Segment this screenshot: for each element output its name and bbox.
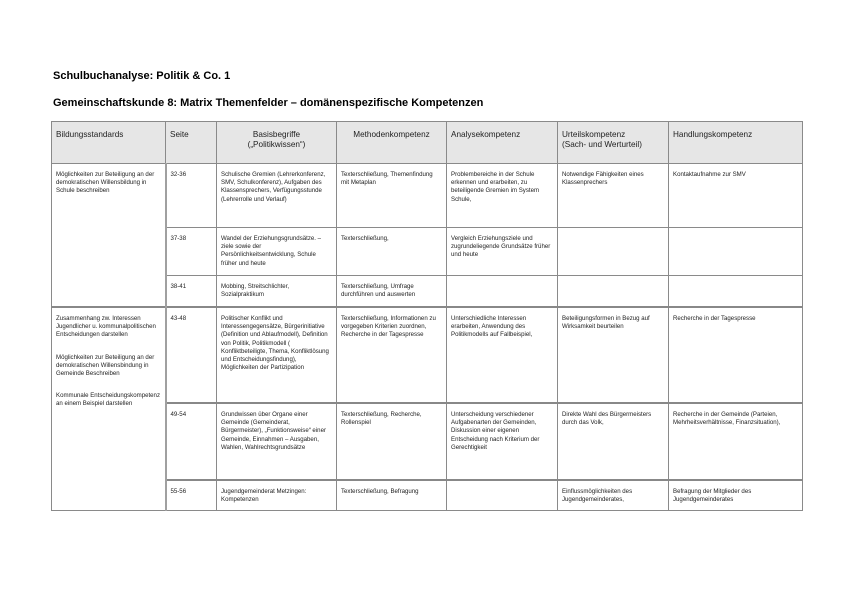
bildungsstandard-cell [52, 164, 166, 308]
urteilskompetenz-cell [558, 276, 669, 308]
methodenkompetenz-cell: Texterschließung, Befragung [337, 480, 447, 511]
basisbegriffe-cell: Jugendgemeinderat Metzingen: Kompetenzen [217, 480, 337, 511]
bildungsstandard-text: Möglichkeiten zur Beteiligung an der demokratischen Willensbindung in Gemeinde Beschreiben [56, 353, 155, 378]
handlungskompetenz-cell: Recherche in der Tagespresse [669, 307, 803, 403]
handlungskompetenz-cell: Kontaktaufnahme zur SMV [669, 164, 803, 228]
urteilskompetenz-cell: Notwendige Fähigkeiten eines Klassenprechers [558, 164, 669, 228]
bildungsstandard-cell [52, 307, 166, 511]
analysekompetenz-cell [447, 276, 558, 308]
document-title: Schulbuchanalyse: Politik & Co. 1 [53, 70, 231, 82]
urteilskompetenz-cell: Beteiligungsformen in Bezug auf Wirksamkeit beurteilen [558, 307, 669, 403]
analysekompetenz-cell: Unterscheidung verschiedener Aufgabenarten der Gemeinden, Diskussion einer eigenen Entscheidung nach Kriterium der Gerechtigkeit [447, 403, 558, 480]
handlungskompetenz-cell: Befragung der Mitglieder des Jugendgemeinderates [669, 480, 803, 511]
basisbegriffe-cell: Mobbing, Streitschlichter, Sozialpraktikum [217, 276, 337, 308]
analysekompetenz-cell: Vergleich Erziehungsziele und zugrundeliegende Grundsätze früher und heute [447, 228, 558, 276]
header-bildungsstandards: Bildungsstandards [52, 122, 166, 164]
competence-matrix-table [51, 121, 803, 511]
bildungsstandard-text: Kommunale Entscheidungskompetenz an einem Beispiel darstellen [56, 392, 160, 408]
header-methodenkompetenz: Methodenkompetenz [337, 122, 447, 164]
seite-cell: 43-48 [166, 307, 217, 403]
methodenkompetenz-cell: Texterschließung, Umfrage durchführen und auswerten [337, 276, 447, 308]
handlungskompetenz-cell: Recherche in der Gemeinde (Parteien, Mehrheitsverhältnisse, Finanzsituation), [669, 403, 803, 480]
table-row [52, 307, 803, 403]
seite-cell: 38-41 [166, 276, 217, 308]
table-row [52, 164, 803, 228]
methodenkompetenz-cell: Texterschließung, Informationen zu vorgegeben Kriterien zuordnen, Recherche in der Tagespresse [337, 307, 447, 403]
handlungskompetenz-cell [669, 228, 803, 276]
handlungskompetenz-cell [669, 276, 803, 308]
basisbegriffe-cell: Politischer Konflikt und Interessengegensätze, Bürgerinitiative (Definition und Ablaufmodell), Definition von Politik, Politikmodell ( Konfliktbeteiligte, Thema, Konfliktlösung und Entscheidungsfindung), Möglichkeiten der Partizipation [217, 307, 337, 403]
header-handlungskompetenz: Handlungskompetenz [669, 122, 803, 164]
analysekompetenz-cell: Problembereiche in der Schule erkennen und erarbeiten, zu beteiligende Gremien im System Schule, [447, 164, 558, 228]
header-urteilskompetenz: Urteilskompetenz (Sach- und Werturteil) [558, 122, 669, 164]
urteilskompetenz-cell [558, 228, 669, 276]
urteilskompetenz-cell: Direkte Wahl des Bürgermeisters durch das Volk, [558, 403, 669, 480]
bildungsstandard-text: Zusammenhang zw. Interessen Jugendlicher u. kommunalpolitischen Entscheidungen darstellen [56, 315, 156, 339]
header-basisbegriffe: Basisbegriffe („Politikwissen“) [217, 122, 337, 164]
document-subtitle: Gemeinschaftskunde 8: Matrix Themenfelder – domänenspezifische Kompetenzen [53, 97, 484, 109]
urteilskompetenz-cell: Einflussmöglichkeiten des Jugendgemeinderates, [558, 480, 669, 511]
seite-cell: 49-54 [166, 403, 217, 480]
header-seite: Seite [166, 122, 217, 164]
header-analysekompetenz: Analysekompetenz [447, 122, 558, 164]
seite-cell: 32-36 [166, 164, 217, 228]
seite-cell: 55-56 [166, 480, 217, 511]
bildungsstandard-text: Möglichkeiten zur Beteiligung an der demokratischen Willensbildung in Schule beschreiben [56, 171, 155, 195]
methodenkompetenz-cell: Texterschließung, [337, 228, 447, 276]
methodenkompetenz-cell: Texterschließung, Themenfindung mit Metaplan [337, 164, 447, 228]
methodenkompetenz-cell: Texterschließung, Recherche, Rollenspiel [337, 403, 447, 480]
analysekompetenz-cell: Unterschiedliche Interessen erarbeiten, Anwendung des Politikmodells auf Fallbeispiel, [447, 307, 558, 403]
seite-cell: 37-38 [166, 228, 217, 276]
basisbegriffe-cell: Wandel der Erziehungsgrundsätze. –ziele sowie der Persönlichkeitsentwicklung, Schule früher und heute [217, 228, 337, 276]
basisbegriffe-cell: Grundwissen über Organe einer Gemeinde (Gemeinderat, Bürgermeister), „Funktionsweise“ einer Gemeinde, Einnahmen – Ausgaben, Wahlen, Wahlrechtsgrundsätze [217, 403, 337, 480]
analysekompetenz-cell [447, 480, 558, 511]
header-row [52, 122, 803, 164]
basisbegriffe-cell: Schulische Gremien (Lehrerkonferenz, SMV, Schulkonferenz), Aufgaben des Klassensprechers, Verfügungsstunde (Lehrerrolle und Verlauf) [217, 164, 337, 228]
